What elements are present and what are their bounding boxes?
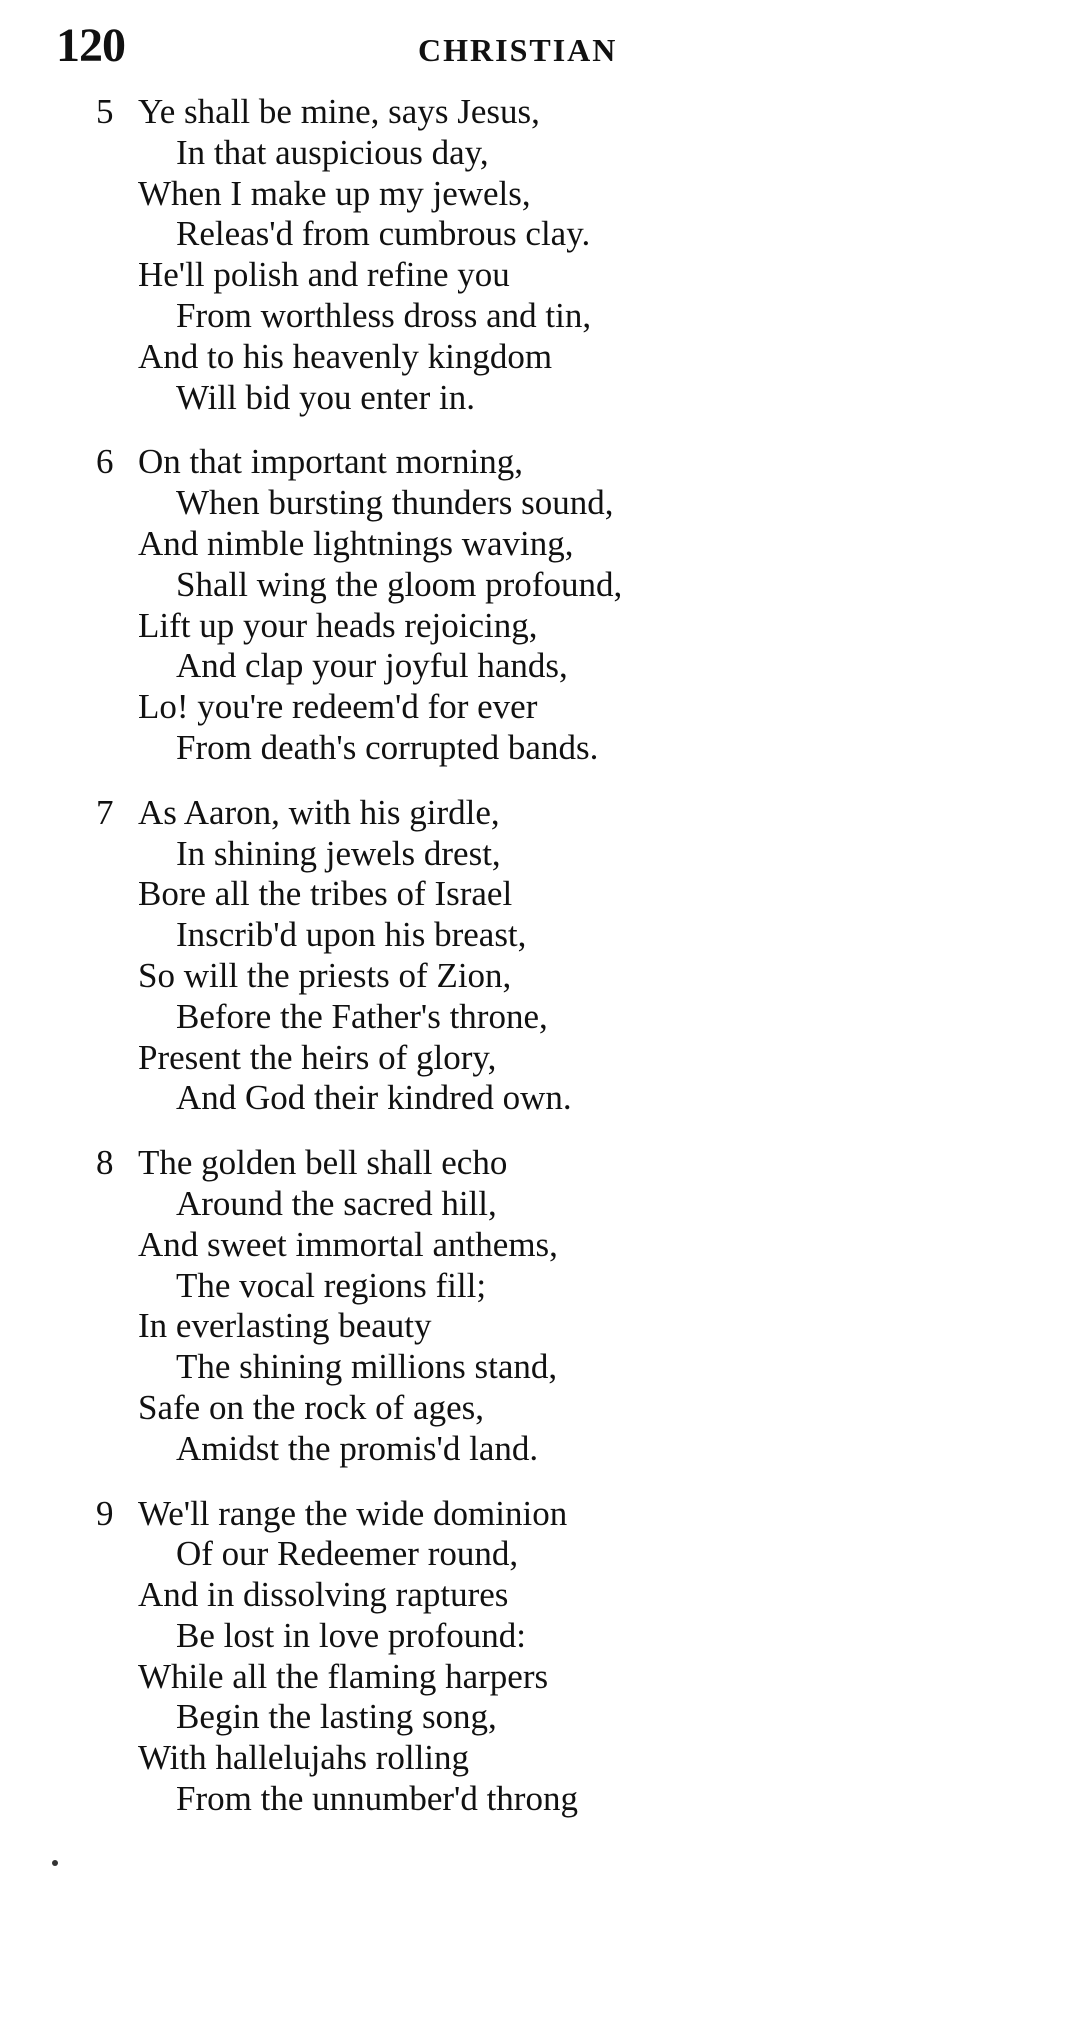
verse-line: Bore all the tribes of Israel xyxy=(138,874,513,914)
verse-line: Be lost in love profound: xyxy=(176,1615,526,1655)
verse-line: Begin the lasting song, xyxy=(176,1697,497,1737)
page-header xyxy=(56,18,676,78)
verse-line: He'll polish and refine you xyxy=(138,255,510,295)
stanza xyxy=(96,442,816,768)
verse-line: And in dissolving raptures xyxy=(138,1575,509,1615)
stanza xyxy=(96,92,816,418)
hymn-text xyxy=(96,92,816,1844)
verse-line: And God their kindred own. xyxy=(176,1078,572,1118)
verse-line: Lo! you're redeem'd for ever xyxy=(138,687,538,727)
verse-line: The shining millions stand, xyxy=(176,1347,558,1387)
verse-line: With hallelujahs rolling xyxy=(138,1738,470,1778)
verse-line: Amidst the promis'd land. xyxy=(176,1428,539,1468)
running-head: CHRISTIAN xyxy=(418,32,618,68)
verse-line: Of our Redeemer round, xyxy=(176,1534,519,1574)
verse-line: Present the heirs of glory, xyxy=(138,1037,497,1077)
verse-line: Releas'd from cumbrous clay. xyxy=(176,214,591,254)
verse-line: Safe on the rock of ages, xyxy=(138,1387,484,1427)
verse-line: From death's corrupted bands. xyxy=(176,727,599,767)
verse-line: Before the Father's throne, xyxy=(176,996,548,1036)
verse-line: In everlasting beauty xyxy=(138,1306,432,1346)
verse-line: On that important morning, xyxy=(138,442,523,482)
stanza xyxy=(96,1143,816,1469)
verse-line: While all the flaming harpers xyxy=(138,1656,549,1696)
verse-line: In that auspicious day, xyxy=(176,132,489,172)
verse-line: And sweet immortal anthems, xyxy=(138,1224,558,1264)
verse-line: So will the priests of Zion, xyxy=(138,955,512,995)
verse-line: We'll range the wide dominion xyxy=(138,1493,568,1533)
verse-number: 9 xyxy=(96,1493,114,1533)
verse-line: Ye shall be mine, says Jesus, xyxy=(138,92,540,131)
verse-number: 5 xyxy=(96,92,114,131)
stanza xyxy=(96,793,816,1119)
verse-line: Will bid you enter in. xyxy=(176,377,475,417)
verse-line: Inscrib'd upon his breast, xyxy=(176,915,527,955)
page-number: 120 xyxy=(56,19,125,72)
verse-number: 7 xyxy=(96,792,114,832)
verse-line: Lift up your heads rejoicing, xyxy=(138,605,538,645)
verse-line: From worthless dross and tin, xyxy=(176,295,592,335)
verse-line: In shining jewels drest, xyxy=(176,833,501,873)
verse-line: From the unnumber'd throng xyxy=(176,1779,578,1819)
verse-line: And to his heavenly kingdom xyxy=(138,336,553,376)
verse-number: 6 xyxy=(96,442,114,482)
verse-number: 8 xyxy=(96,1143,114,1183)
verse-line: The golden bell shall echo xyxy=(138,1143,508,1183)
verse-line: Shall wing the gloom profound, xyxy=(176,564,623,604)
verse-line: Around the sacred hill, xyxy=(176,1183,497,1223)
verse-line: And nimble lightnings waving, xyxy=(138,523,574,563)
verse-line: As Aaron, with his girdle, xyxy=(138,792,500,832)
verse-line: When I make up my jewels, xyxy=(138,173,531,213)
verse-line: The vocal regions fill; xyxy=(176,1265,487,1305)
printer-mark xyxy=(52,1860,58,1866)
stanza xyxy=(96,1494,816,1820)
verse-line: When bursting thunders sound, xyxy=(176,483,614,523)
verse-line: And clap your joyful hands, xyxy=(176,646,568,686)
